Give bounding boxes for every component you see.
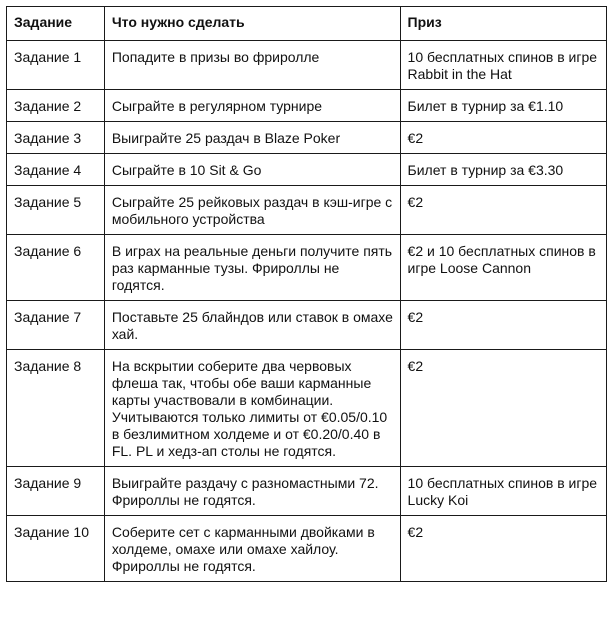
todo-cell: Выиграйте раздачу с разномастными 72. Фрироллы не годятся. [104, 467, 400, 516]
prize-cell: 10 бесплатных спинов в игре Lucky Koi [400, 467, 606, 516]
prize-cell: €2 [400, 186, 606, 235]
todo-cell: Поставьте 25 блайндов или ставок в омахе хай. [104, 301, 400, 350]
task-cell: Задание 3 [7, 122, 105, 154]
todo-cell: В играх на реальные деньги получите пять раз карманные тузы. Фрироллы не годятся. [104, 235, 400, 301]
tasks-table [6, 6, 607, 582]
task-cell: Задание 4 [7, 154, 105, 186]
task-cell: Задание 6 [7, 235, 105, 301]
prize-cell: €2 [400, 122, 606, 154]
table-row [7, 90, 607, 122]
table-row [7, 350, 607, 467]
header-todo: Что нужно сделать [104, 7, 400, 41]
task-cell: Задание 9 [7, 467, 105, 516]
table-row [7, 235, 607, 301]
task-cell: Задание 7 [7, 301, 105, 350]
header-prize: Приз [400, 7, 606, 41]
table-row [7, 186, 607, 235]
table-row [7, 301, 607, 350]
header-task: Задание [7, 7, 105, 41]
todo-cell: Сыграйте в регулярном турнире [104, 90, 400, 122]
todo-cell: Сыграйте в 10 Sit & Go [104, 154, 400, 186]
todo-cell: Соберите сет с карманными двойками в холдеме, омахе или омахе хайлоу. Фрироллы не годятся. [104, 516, 400, 582]
header-row [7, 7, 607, 41]
task-cell: Задание 8 [7, 350, 105, 467]
table-header [7, 7, 607, 41]
prize-cell: Билет в турнир за €1.10 [400, 90, 606, 122]
prize-cell: €2 [400, 301, 606, 350]
prize-cell: €2 и 10 бесплатных спинов в игре Loose Cannon [400, 235, 606, 301]
prize-cell: Билет в турнир за €3.30 [400, 154, 606, 186]
task-cell: Задание 2 [7, 90, 105, 122]
prize-cell: €2 [400, 350, 606, 467]
table-row [7, 516, 607, 582]
prize-cell: €2 [400, 516, 606, 582]
todo-cell: На вскрытии соберите два червовых флеша так, чтобы обе ваши карманные карты участвовали в комбинации. Учитываются только лимиты от €0.05/0.10 в безлимитном холдеме и от €0.20/0.40 в FL. PL и хедз-ап столы не годятся. [104, 350, 400, 467]
table-body [7, 41, 607, 582]
table-row [7, 41, 607, 90]
task-cell: Задание 1 [7, 41, 105, 90]
todo-cell: Попадите в призы во фриролле [104, 41, 400, 90]
task-cell: Задание 5 [7, 186, 105, 235]
prize-cell: 10 бесплатных спинов в игре Rabbit in the Hat [400, 41, 606, 90]
table-row [7, 154, 607, 186]
todo-cell: Выиграйте 25 раздач в Blaze Poker [104, 122, 400, 154]
todo-cell: Сыграйте 25 рейковых раздач в кэш-игре с мобильного устройства [104, 186, 400, 235]
table-row [7, 122, 607, 154]
task-cell: Задание 10 [7, 516, 105, 582]
table-row [7, 467, 607, 516]
